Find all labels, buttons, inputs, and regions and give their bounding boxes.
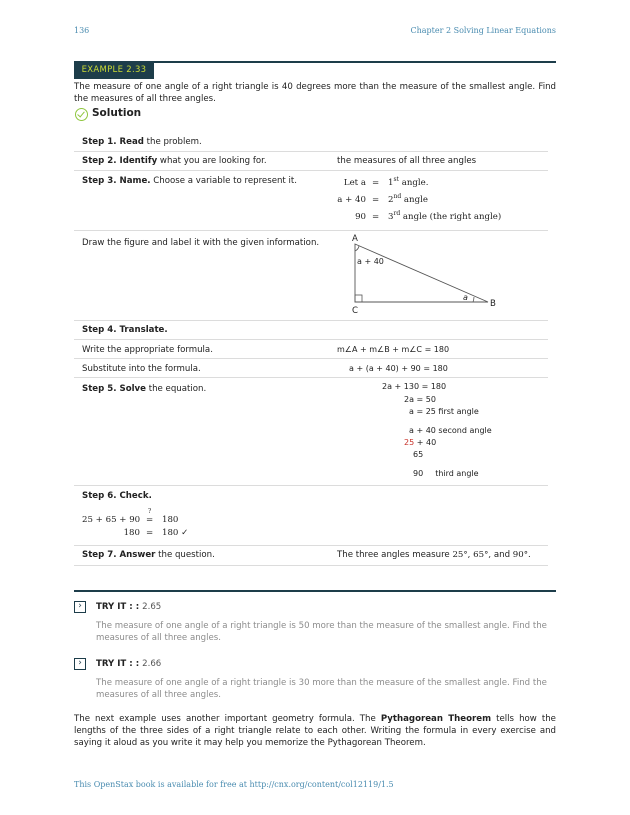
- try-it-text: The measure of one angle of a right triangle is 50 more than the measure of the smallest angle. Find the measures of all three angles.: [96, 621, 547, 643]
- angle-a-arc: [355, 246, 359, 251]
- check-line-1-rhs: 180: [162, 515, 179, 525]
- try-it-text: The measure of one angle of a right triangle is 30 more than the measure of the smallest angle. Find the measures of all three angles.: [96, 678, 547, 700]
- label-angle-a-plus-40: a + 40: [357, 257, 384, 266]
- final-answer: The three angles measure 25°, 65°, and 90°.: [337, 550, 531, 560]
- row-divider: [74, 377, 548, 378]
- triangle-shape: [355, 244, 488, 302]
- solution-title: Solution: [92, 107, 142, 119]
- step-6: Step 6. Check.: [82, 491, 152, 501]
- eq2-lhs: a + 40: [337, 195, 366, 205]
- eq3-lhs: 90: [355, 212, 366, 222]
- check-circle-icon: [75, 108, 88, 121]
- label-angle-a: a: [463, 293, 468, 302]
- step-5: Step 5. Solve the equation.: [82, 384, 207, 394]
- eq2-rhs: 2nd angle: [388, 193, 428, 205]
- row-divider: [74, 565, 548, 566]
- solve-line-5: 25 + 40: [404, 438, 437, 447]
- substituted-equation: a + (a + 40) + 90 = 180: [349, 364, 448, 373]
- right-angle-marker: [355, 295, 362, 302]
- eq2-sign: =: [372, 195, 380, 205]
- closing-paragraph: The next example uses another important geometry formula. The Pythagorean Theorem tells how the lengths of the three sides of a right triangle relate to each other. Writing the formula in every exercise and saying it aloud as you write it may help you memorize the Pythagorean Theorem.: [74, 714, 556, 748]
- solve-line-2: 2a = 50: [404, 395, 436, 404]
- solve-line-6: 65: [413, 450, 424, 459]
- row-divider: [74, 320, 548, 321]
- eq3-rhs: 3rd angle (the right angle): [388, 210, 502, 222]
- chapter-title: Chapter 2 Solving Linear Equations: [410, 26, 556, 35]
- eq1-sign: =: [372, 178, 380, 188]
- footer-note: This OpenStax book is available for free at http://cnx.org/content/col12119/1.5: [74, 780, 394, 789]
- try-it-label: TRY IT : : 2.65: [96, 602, 162, 612]
- example-bottom-rule: [74, 590, 556, 592]
- check-line-1-lhs: 25 + 65 + 90: [82, 515, 141, 525]
- substitute-instruction: Substitute into the formula.: [82, 364, 201, 374]
- solve-line-7: 90 third angle: [413, 469, 479, 478]
- solve-line-1: 2a + 130 = 180: [382, 382, 447, 391]
- row-divider: [74, 358, 548, 359]
- example-problem: The measure of one angle of a right triangle is 40 degrees more than the measure of the smallest angle. Find the measures of all three angles.: [74, 82, 556, 104]
- draw-instruction: Draw the figure and label it with the given information.: [82, 238, 320, 248]
- chevron-right-icon[interactable]: ›: [74, 658, 86, 670]
- solve-line-3: a = 25 first angle: [409, 407, 479, 416]
- row-divider: [74, 339, 548, 340]
- label-vertex-c: C: [352, 306, 359, 316]
- step-4: Step 4. Translate.: [82, 325, 168, 335]
- check-line-2-rhs: 180 ✓: [162, 528, 189, 538]
- eq3-sign: =: [372, 212, 380, 222]
- step-2: Step 2. Identify what you are looking for.: [82, 156, 267, 166]
- angle-b-arc: [473, 297, 474, 302]
- right-triangle-figure: [340, 230, 510, 320]
- eq1-lhs: Let a: [343, 178, 366, 188]
- formula-instruction: Write the appropriate formula.: [82, 345, 213, 355]
- label-vertex-a: A: [352, 234, 358, 244]
- check-line-1-sign: ? =: [146, 508, 154, 525]
- row-divider: [74, 485, 548, 486]
- check-line-2-sign: =: [146, 528, 154, 538]
- check-line-2-lhs: 180: [123, 528, 140, 538]
- row-divider: [74, 545, 548, 546]
- step-2-answer: the measures of all three angles: [337, 156, 477, 166]
- eq1-rhs: 1st angle.: [388, 176, 429, 188]
- try-it-label: TRY IT : : 2.66: [96, 659, 162, 669]
- chevron-right-icon[interactable]: ›: [74, 601, 86, 613]
- step-1: Step 1. Read the problem.: [82, 137, 202, 147]
- label-vertex-b: B: [490, 299, 496, 309]
- step-3: Step 3. Name. Choose a variable to represent it.: [82, 176, 298, 186]
- example-badge: EXAMPLE 2.33: [74, 62, 154, 79]
- solve-line-4: a + 40 second angle: [409, 426, 492, 435]
- row-divider: [74, 151, 548, 152]
- row-divider: [74, 170, 548, 171]
- step-7: Step 7. Answer the question.: [82, 550, 215, 560]
- page-number: 136: [74, 26, 90, 35]
- angle-sum-formula: m∠A + m∠B + m∠C = 180: [337, 345, 450, 354]
